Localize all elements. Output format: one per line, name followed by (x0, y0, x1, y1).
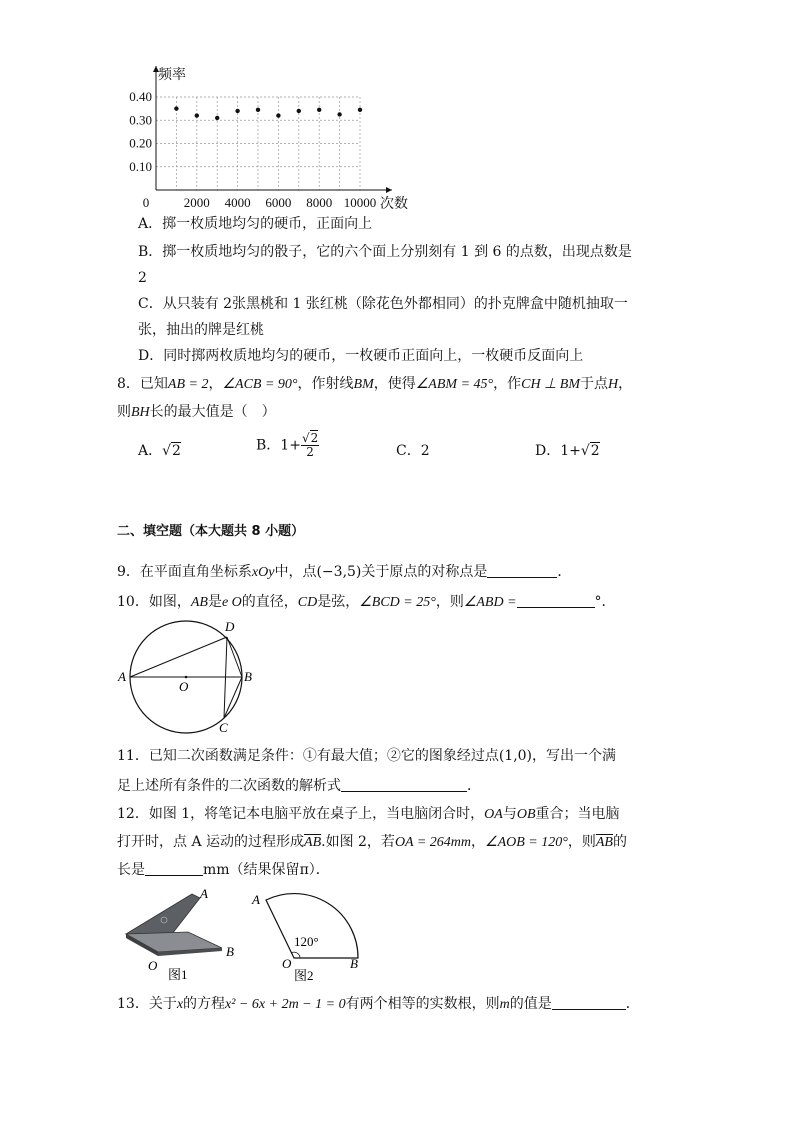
chord-db (227, 637, 242, 677)
x-tick-label: 8000 (306, 195, 333, 210)
answer-blank (341, 777, 467, 792)
question-11-line1: 11．已知二次函数满足条件：①有最大值；②它的图象经过点(1,0)，写出一个满 (117, 748, 617, 764)
label-o: O (179, 679, 189, 694)
answer-blank (487, 563, 557, 578)
label-o: O (282, 956, 292, 971)
data-point (215, 116, 219, 120)
chart-labels (129, 67, 408, 210)
q7-option-c-line1: C．从只装有 2张黑桃和 1 张红桃（除花色外都相同）的扑克牌盒中随机抽取一 (138, 296, 628, 312)
label-b: B (244, 669, 252, 684)
q7-option-b-line1: B．掷一枚质地均匀的骰子，它的六个面上分别刻有 1 到 6 的点数，出现点数是 (138, 244, 632, 260)
data-point (235, 109, 239, 113)
label-d: D (225, 619, 235, 634)
data-point (297, 109, 301, 113)
chart-points (174, 106, 362, 120)
chord-cb (224, 677, 242, 718)
y-axis-label: 频率 (158, 68, 186, 83)
data-point (337, 112, 341, 116)
data-point (256, 108, 260, 112)
center-point (185, 676, 188, 679)
question-9: 9．在平面直角坐标系xOy中，点(−3,5)关于原点的对称点是 ． (117, 564, 572, 580)
figure-2-caption: 图2 (294, 968, 314, 983)
y-tick-label: 0.20 (129, 135, 152, 151)
label-c: C (219, 720, 228, 735)
circle-diagram (116, 615, 266, 740)
question-12-line1: 12．如图 1，将笔记本电脑平放在桌子上，当电脑闭合时，OA与OB重合；当电脑 (117, 806, 620, 822)
q7-option-d: D．同时掷两枚质地均匀的硬币，一枚硬币正面向上，一枚硬币反面向上 (138, 348, 584, 364)
angle-label: 120° (294, 934, 319, 949)
question-8-line1: 8．已知AB = 2，∠ACB = 90°，作射线BM，使得∠ABM = 45°，作CH ⊥ BM于点H， (117, 376, 633, 392)
question-8-line2: 则BH长的最大值是（ ） (117, 404, 276, 420)
y-tick-label: 0.10 (129, 158, 152, 174)
q7-option-a: A．掷一枚质地均匀的硬币，正面向上 (138, 216, 373, 232)
data-point (174, 106, 178, 110)
x-axis-label: 次数 (380, 197, 408, 210)
q7-option-c-line2: 张，抽出的牌是红桃 (138, 322, 264, 338)
question-12-line3: 长是 mm（结果保留π）． (117, 862, 330, 878)
label-a: A (118, 669, 126, 684)
frequency-chart (120, 60, 420, 210)
laptop-figure (118, 886, 243, 986)
label-b: B (226, 944, 234, 959)
x-tick-label: 4000 (224, 195, 251, 210)
data-point (358, 108, 362, 112)
q8-option-c: C．2 (396, 443, 430, 459)
q8-option-d: D．1+√2 (535, 443, 600, 459)
q8-option-b: B．1+ $\frac{√2}{2}$ (256, 431, 319, 459)
question-11-line2: 足上述所有条件的二次函数的解析式 ． (117, 778, 481, 794)
answer-blank (517, 593, 595, 608)
y-tick-label: 0.40 (129, 89, 152, 104)
chart-axes (153, 66, 392, 193)
data-point (276, 113, 280, 117)
question-10: 10．如图，AB是e O的直径，CD是弦，∠BCD = 25°，则∠ABD = °． (117, 594, 616, 610)
figure-1-caption: 图1 (168, 967, 188, 982)
answer-blank (552, 995, 626, 1010)
data-point (317, 108, 321, 112)
label-a: A (252, 892, 260, 907)
question-12-line2: 打开时，点 A 运动的过程形成$\overline{AB}$.如图 2，若OA = 264mm，∠AOB = 120°，则$\overline{AB}$的 (117, 834, 627, 850)
y-tick-label: 0.30 (129, 112, 152, 128)
x-axis-arrow (386, 187, 392, 193)
label-a: A (200, 886, 208, 901)
sector-figure (246, 886, 376, 986)
x-tick-label: 6000 (265, 195, 292, 210)
x-tick-label: 10000 (343, 195, 377, 210)
q7-option-b-line2: 2 (138, 270, 147, 286)
x-tick-label: 0 (142, 195, 150, 210)
label-b: B (350, 956, 358, 971)
answer-blank (145, 861, 203, 876)
section-heading: 二、填空题（本大题共 8 小题） (117, 524, 305, 539)
chord-ad (130, 637, 227, 677)
q8-option-a: A．√2 (138, 443, 181, 459)
data-point (195, 113, 199, 117)
x-tick-label: 2000 (183, 195, 210, 210)
question-13: 13．关于x的方程x² − 6x + 2m − 1 = 0有两个相等的实数根，则m的值是 ． (117, 996, 640, 1012)
label-o: O (148, 958, 158, 973)
